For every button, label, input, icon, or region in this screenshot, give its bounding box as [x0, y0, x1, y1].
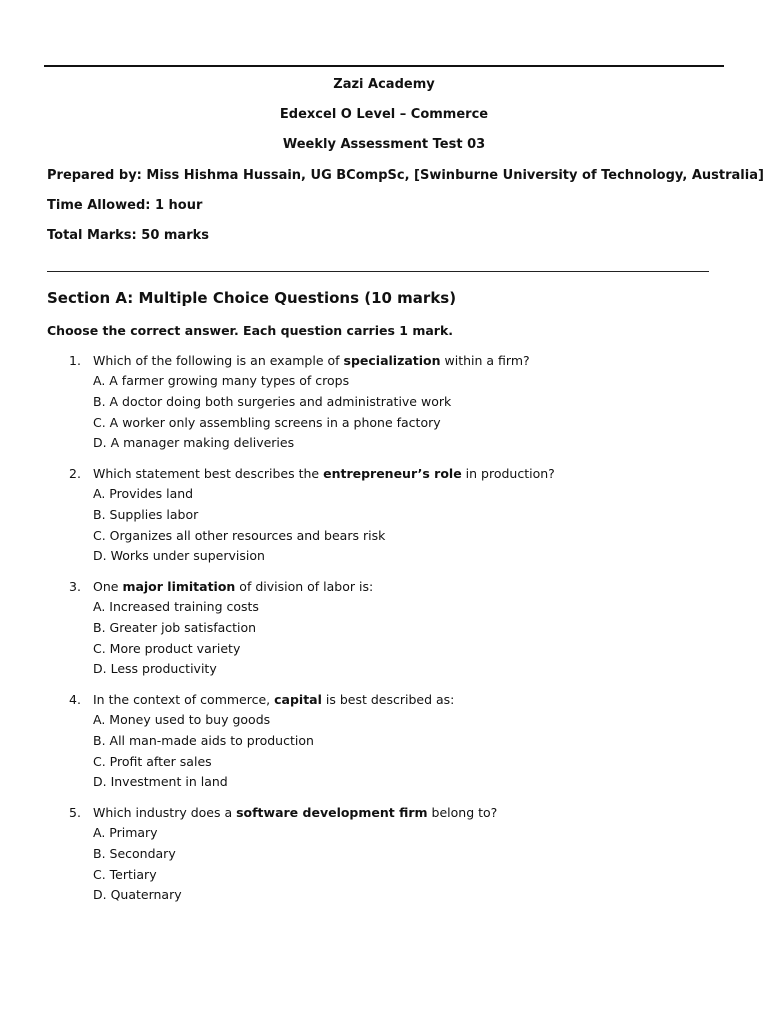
- question-text: One major limitation of division of labor is:: [93, 579, 374, 594]
- option-c: C. A worker only assembling screens in a phone factory: [93, 415, 441, 430]
- option-d: D. Less productivity: [93, 661, 217, 676]
- total-marks: Total Marks: 50 marks: [47, 228, 209, 243]
- question-number: 3.: [69, 579, 81, 594]
- school-name: Zazi Academy: [333, 77, 435, 92]
- section-divider: [47, 271, 709, 272]
- top-rule: [44, 65, 724, 67]
- option-c: C. Profit after sales: [93, 754, 212, 769]
- question-text: Which industry does a software development firm belong to?: [93, 805, 498, 820]
- question-keyword: major limitation: [122, 579, 236, 594]
- option-a: A. Money used to buy goods: [93, 712, 271, 727]
- question-keyword: specialization: [343, 353, 441, 368]
- option-d: D. Investment in land: [93, 774, 228, 789]
- option-a: A. Primary: [93, 825, 158, 840]
- course-title: Edexcel O Level – Commerce: [279, 107, 489, 122]
- question-text: Which statement best describes the entrepreneur’s role in production?: [93, 466, 555, 481]
- option-a: A. Provides land: [93, 486, 194, 501]
- question-keyword: software development firm: [236, 805, 428, 820]
- question-text: Which of the following is an example of specialization within a firm?: [93, 353, 530, 368]
- question-number: 1.: [69, 353, 81, 368]
- question-number: 4.: [69, 692, 81, 707]
- question-number: 2.: [69, 466, 81, 481]
- option-a: A. Increased training costs: [93, 599, 259, 614]
- option-d: D. A manager making deliveries: [93, 435, 295, 450]
- option-c: C. More product variety: [93, 641, 241, 656]
- option-d: D. Works under supervision: [93, 548, 265, 563]
- option-b: B. Supplies labor: [93, 507, 199, 522]
- option-d: D. Quaternary: [93, 887, 182, 902]
- question-number: 5.: [69, 805, 81, 820]
- option-b: B. All man-made aids to production: [93, 733, 314, 748]
- option-b: B. Secondary: [93, 846, 176, 861]
- question-keyword: capital: [274, 692, 322, 707]
- option-b: B. Greater job satisfaction: [93, 620, 257, 635]
- option-b: B. A doctor doing both surgeries and administrative work: [93, 394, 452, 409]
- section-a-title: Section A: Multiple Choice Questions (10 marks): [47, 289, 457, 307]
- prepared-by: Prepared by: Miss Hishma Hussain, UG BCompSc, [Swinburne University of Technology, Australia]: [47, 168, 764, 183]
- time-allowed: Time Allowed: 1 hour: [47, 198, 203, 213]
- option-a: A. A farmer growing many types of crops: [93, 373, 350, 388]
- option-c: C. Organizes all other resources and bears risk: [93, 528, 386, 543]
- question-text: In the context of commerce, capital is best described as:: [93, 692, 455, 707]
- option-c: C. Tertiary: [93, 867, 157, 882]
- test-title: Weekly Assessment Test 03: [282, 137, 486, 152]
- question-keyword: entrepreneur’s role: [323, 466, 462, 481]
- section-a-instruction: Choose the correct answer. Each question carries 1 mark.: [47, 323, 454, 338]
